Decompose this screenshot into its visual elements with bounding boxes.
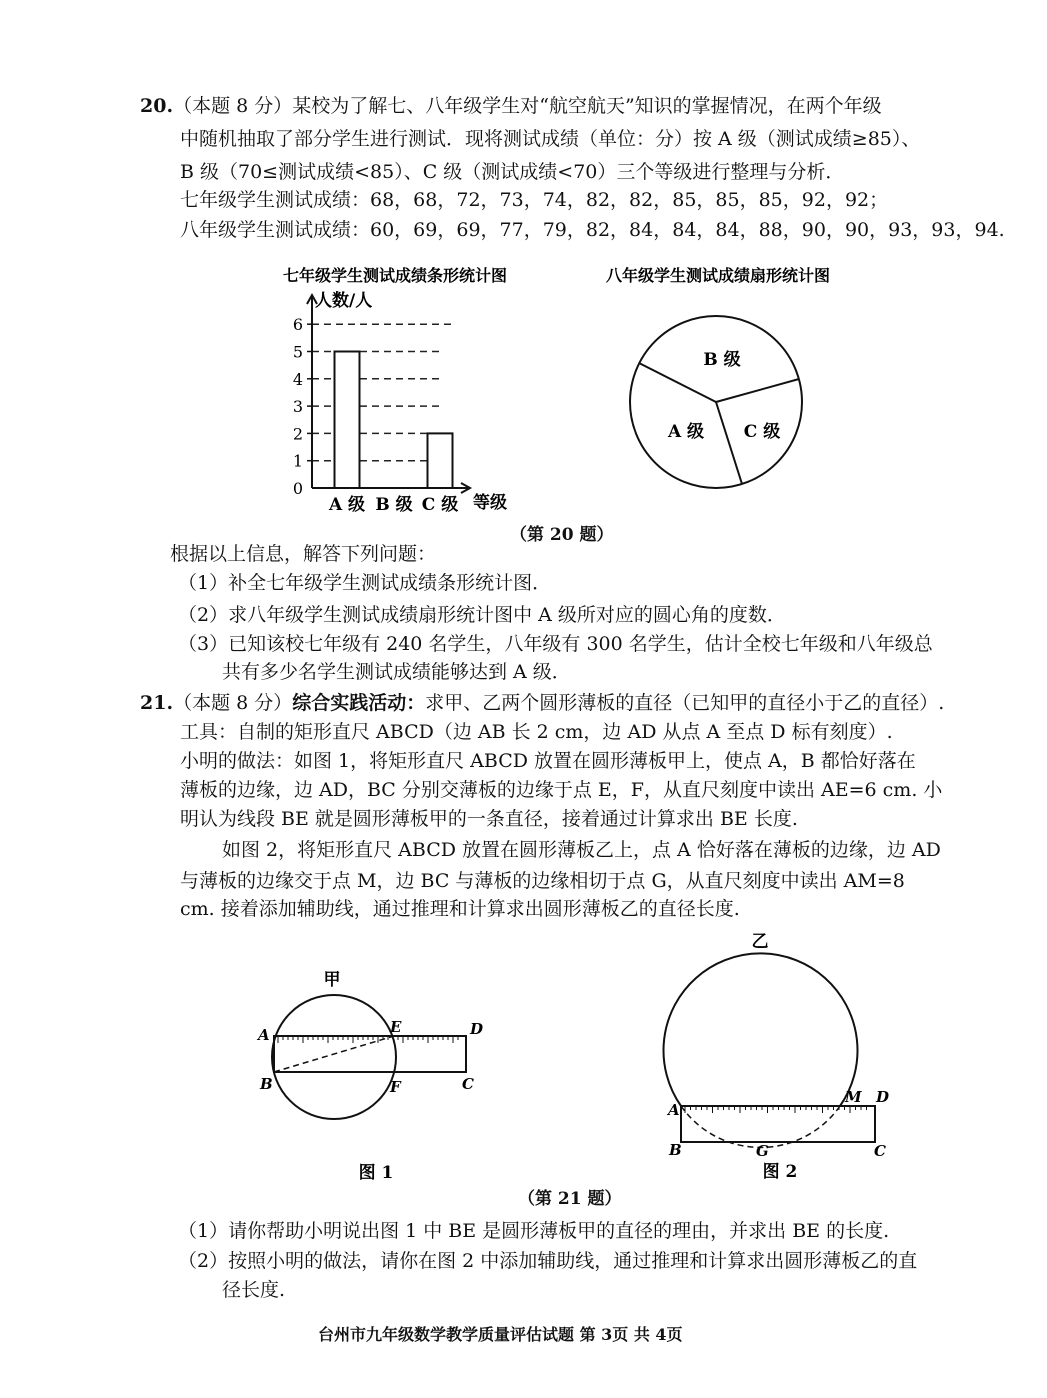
- q21-method2-a: 如图 2，将矩形直尺 ABCD 放置在圆形薄板乙上，点 A 恰好落在薄板的边缘，边 AD: [222, 839, 941, 861]
- page-footer: 台州市九年级数学教学质量评估试题 第 3页 共 4页: [318, 1325, 683, 1344]
- fig2-caption: 图 2: [762, 1162, 798, 1182]
- q20-text-1: 某校为了解七、八年级学生对“航空航天”知识的掌握情况，在两个年级: [292, 95, 882, 117]
- q20-intro: 根据以上信息，解答下列问题：: [170, 543, 437, 565]
- bar-chart-tick-label: 0: [292, 479, 303, 498]
- bar-chart-bar: [428, 433, 453, 488]
- fig1-label-a: A: [258, 1026, 270, 1044]
- q21-header: （本题 8 分）: [173, 692, 293, 714]
- bar-chart-tick-label: 2: [292, 424, 303, 444]
- grade8-pie-chart: [590, 255, 850, 520]
- pie-label-c: C 级: [743, 422, 781, 442]
- q21-number: 21.: [140, 692, 174, 714]
- q21-text-1: 求甲、乙两个圆形薄板的直径（已知甲的直径小于乙的直径）.: [425, 692, 945, 714]
- q20-grade8-scores: 八年级学生测试成绩：60，69，69，77，79，82，84，84，84，88，90，90，93，93，94.: [180, 219, 1005, 241]
- q21-method2-b: 与薄板的边缘交于点 M，边 BC 与薄板的边缘相切于点 G，从直尺刻度中读出 AM=8: [180, 870, 905, 892]
- q21-sub1: （1）请你帮助小明说出图 1 中 BE 是圆形薄板甲的直径的理由，并求出 BE 的长度.: [178, 1220, 890, 1242]
- fig2-label-b: B: [669, 1141, 682, 1159]
- q20-header: （本题 8 分）: [173, 95, 293, 117]
- pie-chart-title: 八年级学生测试成绩扇形统计图: [605, 266, 831, 285]
- q20-line-1: [140, 92, 882, 120]
- fig2-label-m: M: [845, 1088, 862, 1106]
- bar-chart-tick-label: 6: [292, 315, 303, 335]
- q20-sub3-b: 共有多少名学生测试成绩能够达到 A 级．: [222, 661, 571, 683]
- q20-line-2: 中随机抽取了部分学生进行测试．现将测试成绩（单位：分）按 A 级（测试成绩≥85）、: [180, 128, 921, 150]
- fig1-label-c: C: [462, 1075, 474, 1093]
- bar-chart-tick-label: 4: [292, 369, 303, 389]
- q21-figure-caption: （第 21 题）: [518, 1189, 622, 1209]
- q20-line-3: B 级（70≤测试成绩<85）、C 级（测试成绩<70）三个等级进行整理与分析．: [180, 161, 845, 183]
- fig2-label-g: G: [756, 1142, 769, 1160]
- fig2-arc-upper: [664, 953, 858, 1106]
- fig2-label-d: D: [876, 1088, 890, 1106]
- bar-chart-ylabel: 人数/人: [315, 291, 373, 311]
- fig1-label-b: B: [260, 1075, 273, 1093]
- fig2-title: 乙: [751, 932, 769, 952]
- fig2-ruler-ticks: [685, 1106, 867, 1113]
- q21-tools: 工具：自制的矩形直尺 ABCD（边 AB 长 2 cm，边 AD 从点 A 至点 D 标有刻度）.: [180, 721, 893, 743]
- bar-chart-tick-label: 1: [292, 451, 303, 471]
- pie-label-a: A 级: [667, 422, 705, 442]
- grade7-bar-chart: [265, 255, 555, 520]
- fig1-label-e: E: [390, 1018, 402, 1036]
- figure-1: [250, 960, 500, 1190]
- bar-chart-tick-label: 5: [292, 342, 303, 362]
- fig2-label-c: C: [874, 1142, 886, 1160]
- fig1-label-f: F: [390, 1078, 401, 1096]
- pie-slice-boundary-3: [716, 402, 742, 484]
- fig2-ruler: [681, 1106, 875, 1142]
- fig1-label-d: D: [470, 1020, 484, 1038]
- bar-chart-ticks: [293, 315, 312, 498]
- q21-line-1: [140, 689, 944, 717]
- bar-chart-xlabel: 等级: [473, 493, 507, 513]
- q21-sub2-b: 径长度.: [222, 1279, 286, 1301]
- bar-chart-category-label: B 级: [375, 495, 413, 515]
- bar-chart-title: 七年级学生测试成绩条形统计图: [282, 266, 508, 285]
- bar-chart-bar: [335, 352, 360, 489]
- q21-title: 综合实践活动：: [292, 692, 426, 714]
- fig1-segment-be: [274, 1036, 394, 1072]
- figure-2: [655, 925, 905, 1183]
- q21-method1-a: 小明的做法：如图 1，将矩形直尺 ABCD 放置在圆形薄板甲上，使点 A，B 都恰好落在: [180, 750, 916, 772]
- q21-method2-c: cm. 接着添加辅助线，通过推理和计算求出圆形薄板乙的直径长度.: [180, 898, 740, 920]
- fig2-label-a: A: [668, 1101, 680, 1119]
- q20-sub1: （1）补全七年级学生测试成绩条形统计图．: [178, 572, 552, 594]
- q21-method1-c: 明认为线段 BE 就是圆形薄板甲的一条直径，接着通过计算求出 BE 长度.: [180, 808, 798, 830]
- q21-method1-b: 薄板的边缘，边 AD，BC 分别交薄板的边缘于点 E，F，从直尺刻度中读出 AE=6 cm. 小: [180, 779, 943, 801]
- bar-chart-category-label: A 级: [328, 495, 366, 515]
- fig1-caption: 图 1: [358, 1163, 394, 1183]
- q20-grade7-scores: 七年级学生测试成绩：68，68，72，73，74，82，82，85，85，85，92，92；: [180, 189, 889, 211]
- fig1-circle: [272, 995, 396, 1119]
- bar-chart-category-label: C 级: [421, 495, 459, 515]
- bar-chart-categories: [328, 494, 458, 515]
- bar-chart-tick-label: 3: [292, 397, 303, 417]
- fig1-ruler-ticks: [278, 1036, 458, 1043]
- q20-sub3-a: （3）已知该校七年级有 240 名学生，八年级有 300 名学生，估计全校七年级和八年级总: [178, 633, 933, 655]
- q20-figure-caption: （第 20 题）: [510, 525, 614, 545]
- fig1-title: 甲: [323, 970, 341, 990]
- q21-sub2-a: （2）按照小明的做法，请你在图 2 中添加辅助线，通过推理和计算求出圆形薄板乙的直: [178, 1250, 918, 1272]
- q20-sub2: （2）求八年级学生测试成绩扇形统计图中 A 级所对应的圆心角的度数．: [178, 604, 786, 626]
- q20-number: 20.: [140, 95, 174, 117]
- pie-slice-boundary-2: [716, 379, 799, 402]
- bar-chart-bars: [335, 352, 453, 489]
- pie-label-b: B 级: [703, 350, 741, 370]
